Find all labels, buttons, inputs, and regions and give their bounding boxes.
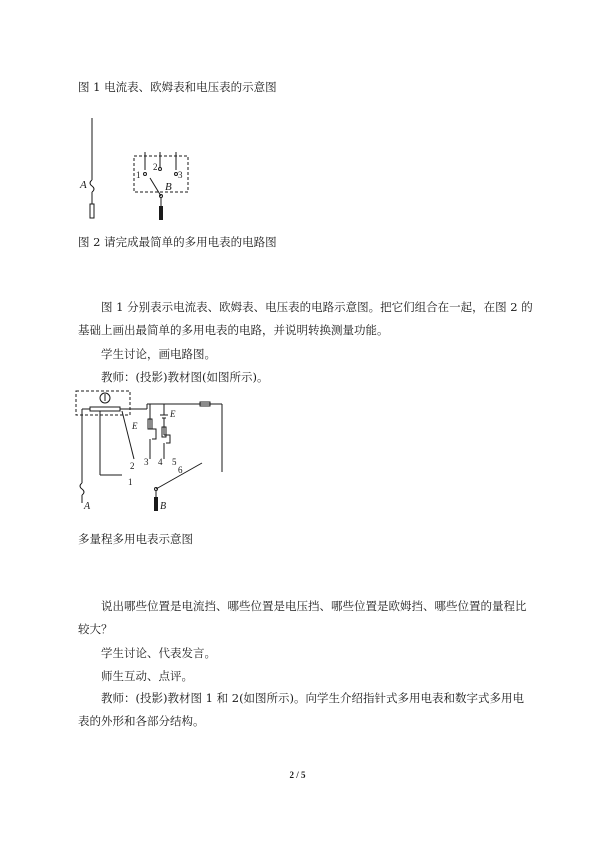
figure2-diagram	[72, 112, 192, 232]
teacher-intro-paragraph: 教师：(投影)教材图 1 和 2(如图所示)。向学生介绍指针式多用电表和数字式多用电表的外形和各部分结构。	[78, 691, 525, 728]
position-4: 4	[158, 457, 163, 467]
question-paragraph: 说出哪些位置是电流挡、哪些位置是电压挡、哪些位置是欧姆挡、哪些位置的量程比较大？	[78, 599, 527, 636]
terminal-1: 1	[136, 170, 141, 180]
label-b: B	[160, 501, 167, 512]
page-number: 2 / 5	[289, 770, 306, 780]
figure3-diagram	[72, 387, 232, 522]
position-1: 1	[128, 477, 133, 487]
student-discussion-line: 学生讨论，画电路图。	[101, 347, 216, 361]
terminal-3: 3	[178, 170, 183, 180]
label-b: B	[165, 181, 172, 193]
label-e-left: E	[132, 421, 138, 431]
students-speak-line: 学生讨论、代表发言。	[101, 646, 216, 660]
label-a: A	[80, 179, 87, 191]
position-3: 3	[144, 457, 149, 467]
figure1-caption: 图 1 电流表、欧姆表和电压表的示意图	[78, 80, 277, 94]
position-2: 2	[130, 461, 135, 471]
interaction-line: 师生互动、点评。	[101, 669, 193, 683]
paragraph-combine: 图 1 分别表示电流表、欧姆表、电压表的电路示意图。把它们组合在一起，在图 2 的基础上画出最简单的多用电表的电路，并说明转换测量功能。	[78, 300, 533, 337]
position-6: 6	[178, 465, 183, 475]
teacher-projection-line: 教师：(投影)教材图(如图所示)。	[101, 370, 269, 384]
figure2-caption: 图 2 请完成最简单的多用电表的电路图	[78, 235, 277, 249]
position-5: 5	[172, 457, 177, 467]
figure3-caption: 多量程多用电表示意图	[78, 532, 193, 546]
terminal-2: 2	[153, 162, 158, 172]
label-e-right: E	[170, 409, 176, 419]
label-a: A	[84, 501, 91, 512]
